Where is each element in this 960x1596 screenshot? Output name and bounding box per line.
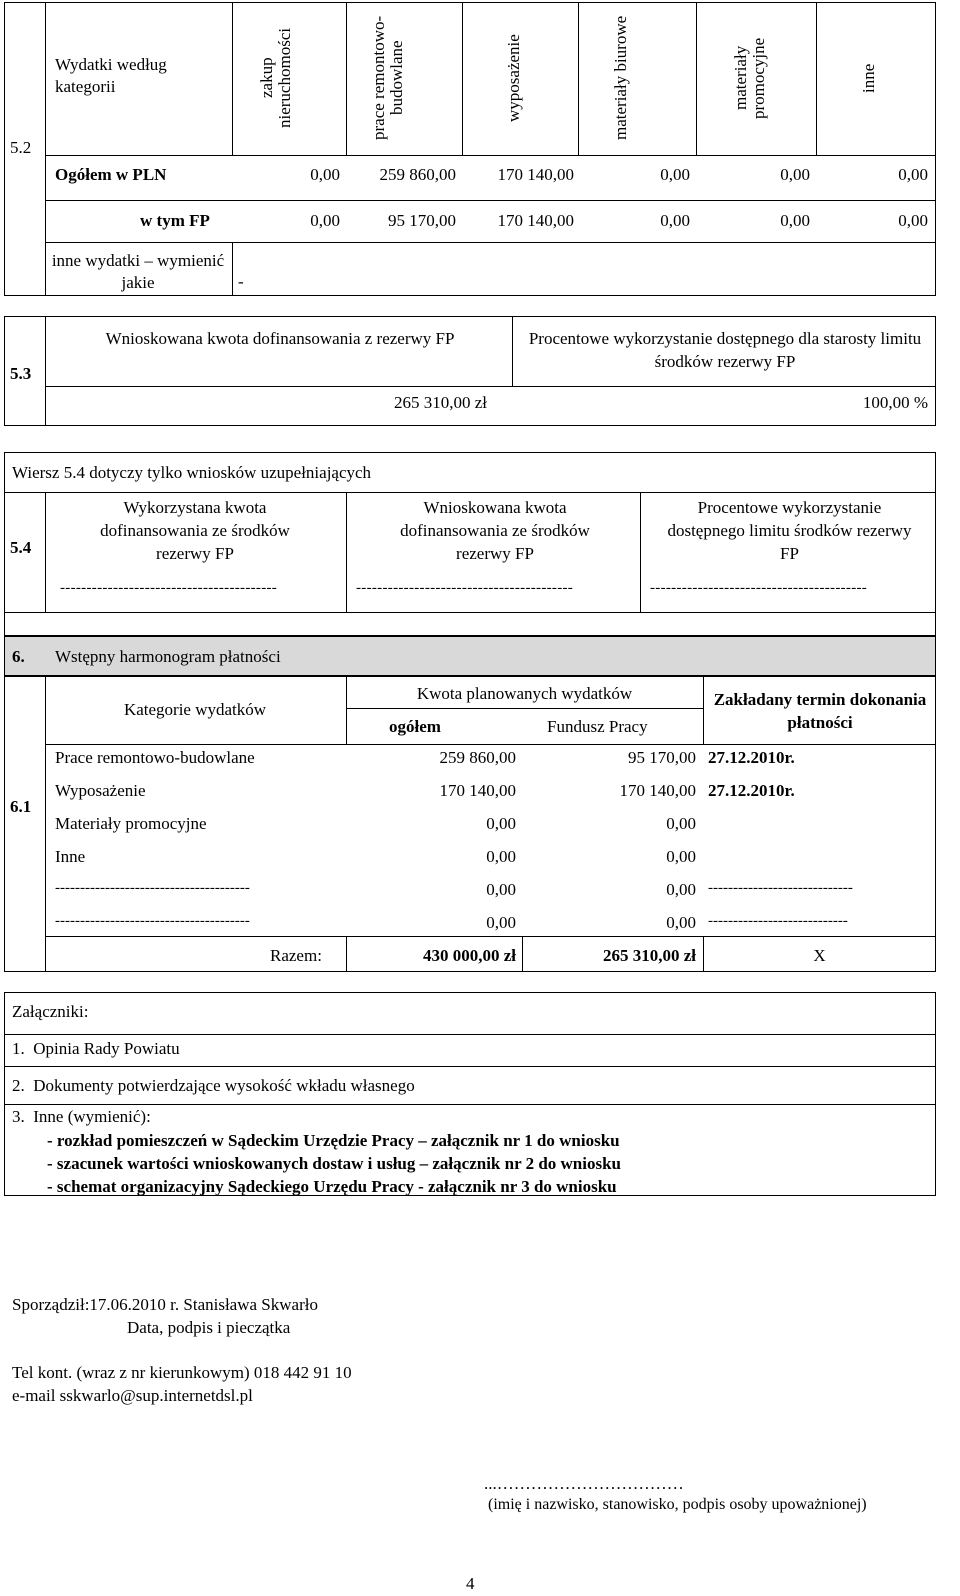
harm-cell-term: ----------------------------: [708, 913, 848, 929]
divider: [4, 612, 936, 613]
divider: [45, 316, 46, 426]
harm-cell-total: 170 140,00: [439, 781, 516, 800]
section-title: Wydatki według kategorii: [55, 55, 167, 97]
signature-caption: (imię i nazwisko, stanowisko, podpis osoby upoważnionej): [488, 1496, 867, 1513]
divider: [45, 744, 936, 745]
harm-cell-total: 0,00: [486, 814, 516, 833]
col-header-materialy-biurowe: materiały biurowe: [611, 15, 630, 141]
divider: [512, 316, 513, 386]
razem-label: Razem:: [270, 946, 322, 965]
hdr-total: ogółem: [389, 717, 441, 736]
harm-cell-term: 27.12.2010r.: [708, 748, 795, 767]
divider: [45, 386, 936, 387]
harm-cell-term: -----------------------------: [708, 880, 853, 896]
divider: [45, 676, 46, 972]
divider: [45, 492, 46, 612]
col-header-wyposazenie: wyposażenie: [504, 34, 523, 122]
divider: [462, 2, 463, 155]
harm-cell-total: 0,00: [486, 913, 516, 932]
razem-total: 430 000,00 zł: [422, 946, 516, 965]
divider: [4, 492, 936, 493]
harm-cell-fp: 0,00: [666, 847, 696, 866]
divider: [346, 708, 703, 709]
attachment-item: 2. Dokumenty potwierdzające wysokość wkładu własnego: [12, 1076, 415, 1095]
divider: [45, 242, 936, 243]
contact-phone: Tel kont. (wraz z nr kierunkowym) 018 442 91 10: [12, 1363, 352, 1382]
harm-cell-fp: 0,00: [666, 913, 696, 932]
section-number: 6.1: [10, 797, 32, 816]
section-number: 6.: [12, 647, 25, 666]
harm-cell-total: 259 860,00: [439, 748, 516, 767]
date-sign-caption: Data, podpis i pieczątka: [127, 1318, 291, 1337]
hdr-categories: Kategorie wydatków: [123, 700, 267, 719]
divider: [45, 200, 936, 201]
section-number: 5.4: [10, 538, 32, 557]
divider: [45, 2, 46, 296]
attachment-item: 3. Inne (wymienić):: [12, 1107, 151, 1126]
divider: [640, 492, 641, 612]
ogolem-value: 0,00: [310, 165, 340, 184]
attachment-subitem: - szacunek wartości wnioskowanych dostaw i usług – załącznik nr 2 do wniosku: [47, 1154, 621, 1173]
s54-dash: -----------------------------------------: [356, 580, 574, 596]
harm-cell-fp: 95 170,00: [628, 748, 696, 767]
s53-right-value: 100,00 %: [862, 393, 928, 412]
divider: [346, 492, 347, 612]
harm-cell-cat: Wyposażenie: [55, 781, 146, 800]
attachment-subitem: - schemat organizacyjny Sądeckiego Urzędu Pracy - załącznik nr 3 do wniosku: [47, 1177, 617, 1196]
inne-wydatki-value: -: [238, 272, 244, 291]
divider: [703, 676, 704, 744]
wtym-value: 170 140,00: [497, 211, 574, 230]
attachment-item: 1. Opinia Rady Powiatu: [12, 1039, 180, 1058]
hdr-term: Zakładany termin dokonania płatności: [713, 690, 927, 732]
divider: [696, 2, 697, 155]
divider: [45, 155, 936, 156]
harm-cell-fp: 0,00: [666, 880, 696, 899]
s53-left-value: 265 310,00 zł: [394, 393, 488, 412]
ogolem-value: 259 860,00: [379, 165, 456, 184]
ogolem-value: 170 140,00: [497, 165, 574, 184]
harm-cell-total: 0,00: [486, 847, 516, 866]
harm-cell-term: 27.12.2010r.: [708, 781, 795, 800]
prepared-by: Sporządził:17.06.2010 r. Stanisława Skwarło: [12, 1295, 318, 1314]
attachments-title: Załączniki:: [12, 1002, 89, 1021]
col-header-zakup: zakup nieruchomości: [257, 27, 294, 129]
divider: [232, 2, 233, 155]
divider: [4, 1104, 936, 1105]
harm-cell-cat: Prace remontowo-budowlane: [55, 748, 255, 767]
harm-cell-total: 0,00: [486, 880, 516, 899]
ogolem-value: 0,00: [780, 165, 810, 184]
hdr-fp: Fundusz Pracy: [547, 717, 648, 736]
harm-cell-cat: Inne: [55, 847, 86, 866]
divider: [816, 2, 817, 155]
s54-note: Wiersz 5.4 dotyczy tylko wniosków uzupełniających: [12, 463, 372, 482]
section-number: 5.3: [10, 364, 32, 383]
divider: [45, 936, 936, 937]
wtym-value: 0,00: [898, 211, 928, 230]
s54-col2: Wnioskowana kwota dofinansowania ze środków rezerwy FP: [400, 498, 590, 563]
s53-left-header: Wnioskowana kwota dofinansowania z rezerwy FP: [105, 329, 455, 348]
signature-dots: ...……………………………: [484, 1474, 684, 1493]
section-6-title: Wstępny harmonogram płatności: [55, 647, 281, 666]
wtym-label: w tym FP: [140, 211, 210, 230]
harm-cell-fp: 170 140,00: [619, 781, 696, 800]
s54-dash: -----------------------------------------: [60, 580, 278, 596]
ogolem-value: 0,00: [898, 165, 928, 184]
s54-col3: Procentowe wykorzystanie dostępnego limitu środków rezerwy FP: [667, 498, 912, 563]
s54-dash: -----------------------------------------: [650, 580, 868, 596]
wtym-value: 0,00: [780, 211, 810, 230]
razem-fp: 265 310,00 zł: [602, 946, 696, 965]
wtym-value: 0,00: [660, 211, 690, 230]
section-number: 5.2: [10, 138, 32, 157]
razem-term: X: [813, 946, 826, 965]
divider: [4, 1034, 936, 1035]
attachment-subitem: - rozkład pomieszczeń w Sądeckim Urzędzie Pracy – załącznik nr 1 do wniosku: [47, 1131, 620, 1150]
page-number: 4: [466, 1574, 475, 1593]
col-header-materialy-promocyjne: materiały promocyjne: [731, 37, 768, 119]
divider: [232, 242, 233, 296]
harm-cell-cat: ---------------------------------------: [55, 880, 250, 896]
s54-col1: Wykorzystana kwota dofinansowania ze środków rezerwy FP: [100, 498, 290, 563]
inne-wydatki-label: inne wydatki – wymienić jakie: [51, 251, 225, 293]
divider: [578, 2, 579, 155]
wtym-value: 0,00: [310, 211, 340, 230]
divider: [346, 2, 347, 155]
contact-email: e-mail sskwarlo@sup.internetdsl.pl: [12, 1386, 253, 1405]
divider: [4, 1066, 936, 1067]
s53-right-header: Procentowe wykorzystanie dostępnego dla starosty limitu środków rezerwy FP: [528, 329, 922, 371]
harm-cell-fp: 0,00: [666, 814, 696, 833]
col-header-prace: prace remontowo-budowlane: [369, 15, 406, 141]
harm-cell-cat: Materiały promocyjne: [55, 814, 207, 833]
harm-cell-cat: ---------------------------------------: [55, 913, 250, 929]
wtym-value: 95 170,00: [388, 211, 456, 230]
ogolem-label: Ogółem w PLN: [55, 165, 167, 184]
ogolem-value: 0,00: [660, 165, 690, 184]
col-header-inne: inne: [859, 63, 878, 93]
hdr-amount: Kwota planowanych wydatków: [416, 684, 633, 703]
